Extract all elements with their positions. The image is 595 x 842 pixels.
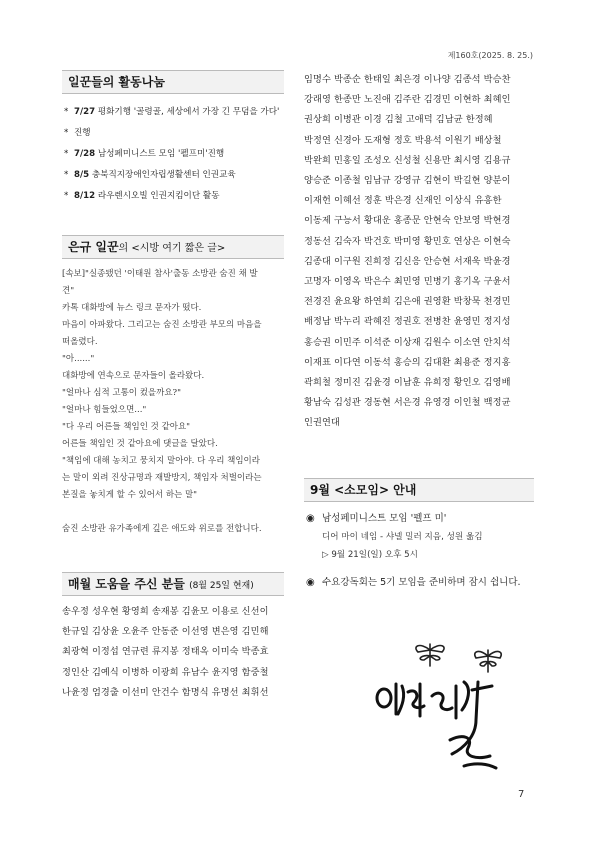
donor-line: 정인산 김예식 이병하 이광희 유남수 윤지영 함중철 [62,666,269,678]
activities-header [62,70,284,94]
donor-line: 이동제 구능서 황대운 홍종문 안현숙 안보영 박현경 [304,215,511,227]
donor-line: 양승준 이종철 임남규 강영규 김현이 박길현 양분이 [304,175,511,187]
story-title-prefix: 은규 일꾼 [68,240,119,254]
meetings-list [304,510,534,592]
right-column [304,70,534,592]
target-bullet-icon: ◉ [306,512,315,524]
activity-item: * 8/5 충북직지장애인자립생활센터 인권교육 [62,165,284,186]
story-body [62,266,284,538]
donor-line: 전경진 윤요왕 하연희 김은애 권영환 박창묵 천경민 [304,296,511,308]
meetings-header [304,478,534,502]
story-line: 카톡 대화방에 뉴스 링크 문자가 떴다. [62,303,202,313]
donor-line: 나윤정 엄경출 이선미 안건수 함명식 유명선 최휘선 [62,686,269,698]
meeting-item [304,510,534,528]
donor-line: 권상희 이병관 이경 김철 고애덕 김남균 한정혜 [304,114,493,126]
meeting-detail: 디어 마이 네임 - 샤넬 밀러 지음, 성원 옮김 [322,531,483,542]
story-line: "아......" [62,354,95,364]
activities-list [62,102,284,207]
issue-label: 제160호(2025. 8. 25.) [447,51,533,60]
meeting-title: 남성페미니스트 모임 '펠프 미' [322,512,447,524]
donor-line: 최광혁 이정섭 연규련 류지봉 정태옥 이미숙 박종효 [62,646,269,658]
story-line: [속보]"실종됐던 '이태원 참사'출동 소방관 숨진 채 발 [62,269,258,279]
activity-item: * 7/28 남성페미니스트 모임 '펠프미'진행 [62,144,284,165]
donor-line: 곽희철 정미진 김윤경 이남훈 유희정 황인오 김영배 [304,377,511,389]
meeting-title: 수요강독회는 5기 모임을 준비하며 잠시 쉽니다. [322,576,521,588]
story-line: 견" [62,286,75,296]
meetings-title: 9월 <소모임> 안내 [310,482,417,497]
donor-line: 인권연대 [304,417,340,429]
donor-line: 배정남 박누리 곽혜진 정권호 전병찬 윤영민 정지성 [304,316,511,328]
donor-line: 이재헌 이혜선 정훈 박은경 신재인 이상식 유흥한 [304,195,502,207]
donor-line: 홍승권 이민주 이석준 이상재 김원수 이소연 안치석 [304,336,511,348]
left-column [62,70,284,703]
donor-line: 황남숙 김성관 경동현 서은경 유영경 이인철 백정균 [304,397,511,409]
story-line: 숨진 소방관 유가족에게 깊은 애도와 위로를 전합니다. [62,524,262,534]
activity-item: * 진행 [62,123,284,144]
donor-line: 고명자 이영옥 박은수 최민영 민병기 홍기옥 구윤서 [304,276,511,288]
donor-names-left [62,602,284,703]
story-line: "얼마나 심적 고통이 컸을까요?" [62,388,182,398]
donors-subtitle: (8월 25일 현재) [189,581,254,591]
story-line: 본질을 놓치게 할 수 있어서 하는 말" [62,490,198,500]
activity-item: * 7/27 평화기행 '골령골, 세상에서 가장 긴 무덤을 가다' [62,102,284,123]
story-line: 대화방에 연속으로 문자들이 올라왔다. [62,371,205,381]
story-line: "얼마나 힘들었으면..." [62,405,147,415]
donor-line: 송우정 성우현 황영희 송재봉 김윤모 이용로 신선이 [62,606,269,617]
donor-line: 박완희 민홍일 조성오 신성철 신용만 최시영 김용규 [304,154,511,166]
donor-line: 박정연 신경아 도재형 정호 박용석 이원기 배상철 [304,134,502,146]
signature-image [372,636,532,776]
donor-names-right [304,70,534,434]
story-spacer [62,504,284,521]
donor-line: 임명수 박종순 한태일 최은경 이나양 김종석 박승찬 [304,74,511,85]
donors-header [62,572,284,596]
donor-line: 이재표 이다연 이동석 홍승의 김대환 최용준 정지홍 [304,356,511,368]
story-line: 는 말이 외려 진상규명과 재발방지, 책임자 처벌이라는 [62,473,262,483]
story-line: 마음이 아파왔다. 그리고는 숨진 소방관 부모의 마음을 [62,320,262,330]
story-line: 떠올렸다. [62,337,98,347]
meeting-time: ▷ 9월 21일(일) 오후 5시 [322,549,418,560]
donor-line: 김종대 이구원 진희정 김신응 안승현 서재욱 박윤경 [304,255,511,267]
activity-item: * 8/12 라우렌시오빌 인권지킴이단 활동 [62,186,284,207]
story-header [62,235,284,259]
donors-title: 매월 도움을 주신 분들 [68,577,185,591]
donor-line: 강래영 한종만 노진애 김주란 김경민 이현하 최혜인 [304,94,511,106]
donor-line: 한규일 김상윤 오윤주 안동준 이선영 변은영 김민해 [62,626,269,638]
story-title-suffix: 의 <시방 여기 짧은 글> [118,243,226,254]
meeting-item [304,574,534,592]
story-line: "다 우리 어른들 책임인 것 같아요" [62,422,191,432]
story-line: 어른들 책임인 것 같아요에 댓글을 달았다. [62,439,218,449]
story-line: "책임에 대해 농치고 뭉치지 말아야. 다 우리 책임이라 [62,456,260,466]
donor-line: 정동선 김숙자 박건호 박미영 황민호 연상은 이현숙 [304,235,511,247]
page-number: 7 [518,789,525,800]
activities-title: 일꾼들의 활동나눔 [68,75,165,89]
target-bullet-icon: ◉ [306,576,315,588]
